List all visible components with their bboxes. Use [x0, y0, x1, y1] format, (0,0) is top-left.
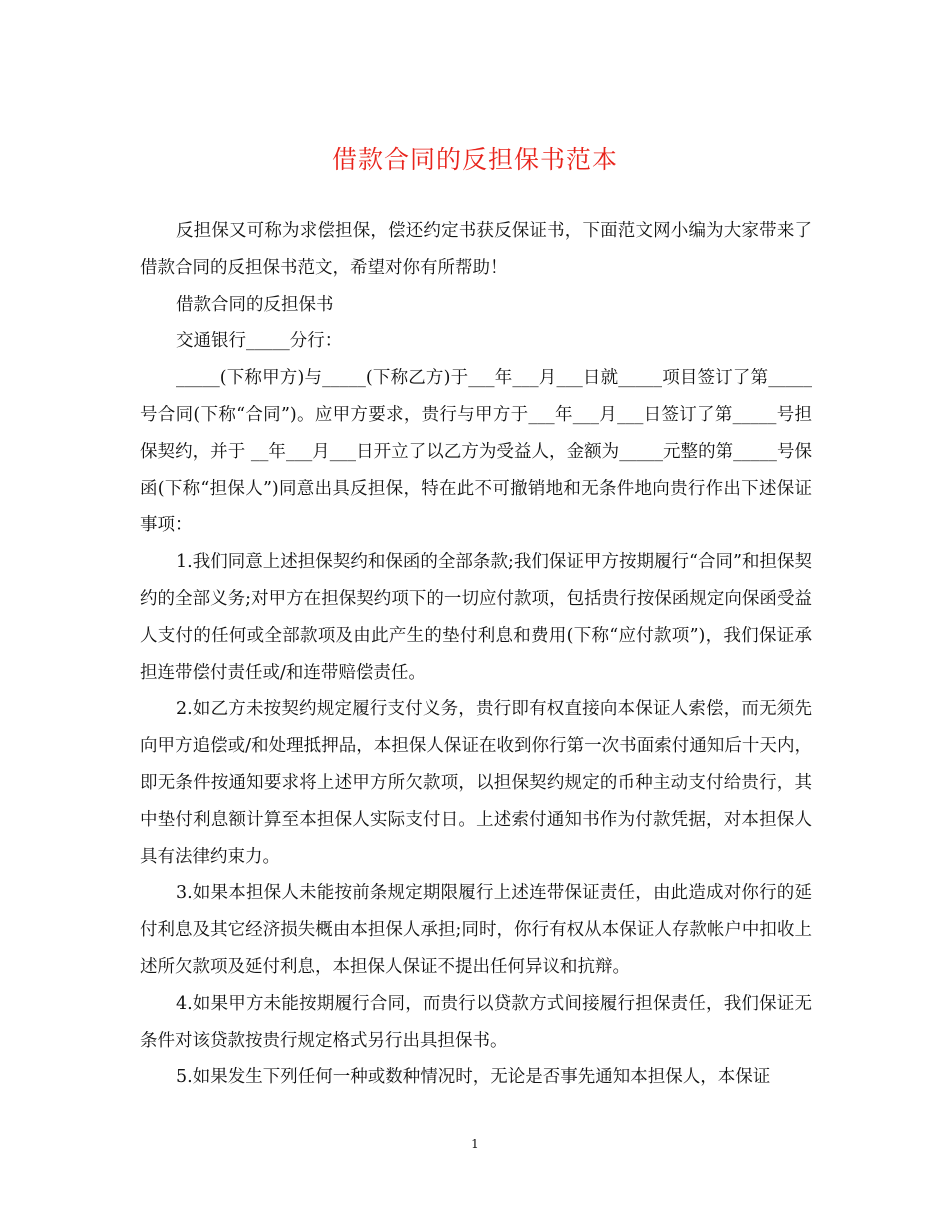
clause-1: 1.我们同意上述担保契约和保函的全部条款;我们保证甲方按期履行“合同”和担保契约的全部义务;对甲方在担保契约项下的一切应付款项，包括贵行按保函规定向保函受益人支付的任何或全部款项及由此产生的垫付利息和费用(下称“应付款项”)，我们保证承担连带偿付责任或/和连带赔偿责任。 [140, 552, 812, 683]
section-heading: 借款合同的反担保书 [176, 294, 334, 315]
clause-4: 4.如果甲方未能按期履行合同，而贵行以贷款方式间接履行担保责任，我们保证无条件对该贷款按贵行规定格式另行出具担保书。 [140, 993, 812, 1051]
clause-3: 3.如果本担保人未能按前条规定期限履行上述连带保证责任，由此造成对你行的延付利息及其它经济损失概由本担保人承担;同时，你行有权从本保证人存款帐户中扣收上述所欠款项及延付利息，本担保人保证不提出任何异议和抗辩。 [140, 883, 812, 977]
document-title: 借款合同的反担保书范本 [331, 145, 618, 174]
document-body [140, 213, 812, 1096]
preamble-paragraph: _____(下称甲方)与_____(下称乙方)于___年___月___日就_____项目签订了第_____号合同(下称“合同”)。应甲方要求，贵行与甲方于___年___月___日签订了第_____号担保契约，并于 __年___月___日开立了以乙方为受益人，金额为_____元整的第_____号保函(下称“担保人”)同意出具反担保，特在此不可撤销地和无条件地向贵行作出下述保证事项： [140, 368, 812, 536]
clause-5: 5.如果发生下列任何一种或数种情况时，无论是否事先通知本担保人，本保证 [176, 1067, 771, 1088]
intro-paragraph: 反担保又可称为求偿担保，偿还约定书获反保证书，下面范文网小编为大家带来了借款合同的反担保书范文，希望对你有所帮助！ [140, 221, 812, 278]
clause-2: 2.如乙方未按契约规定履行支付义务，贵行即有权直接向本保证人索偿，而无须先向甲方追偿或/和处理抵押品，本担保人保证在收到你行第一次书面索付通知后十天内，即无条件按通知要求将上述甲方所欠款项，以担保契约规定的币种主动支付给贵行，其中垫付利息额计算至本担保人实际支付日。上述索付通知书作为付款凭据，对本担保人具有法律约束力。 [140, 699, 812, 867]
addressee-line: 交通银行_____分行： [176, 331, 343, 352]
page-number: 1 [471, 1137, 479, 1151]
